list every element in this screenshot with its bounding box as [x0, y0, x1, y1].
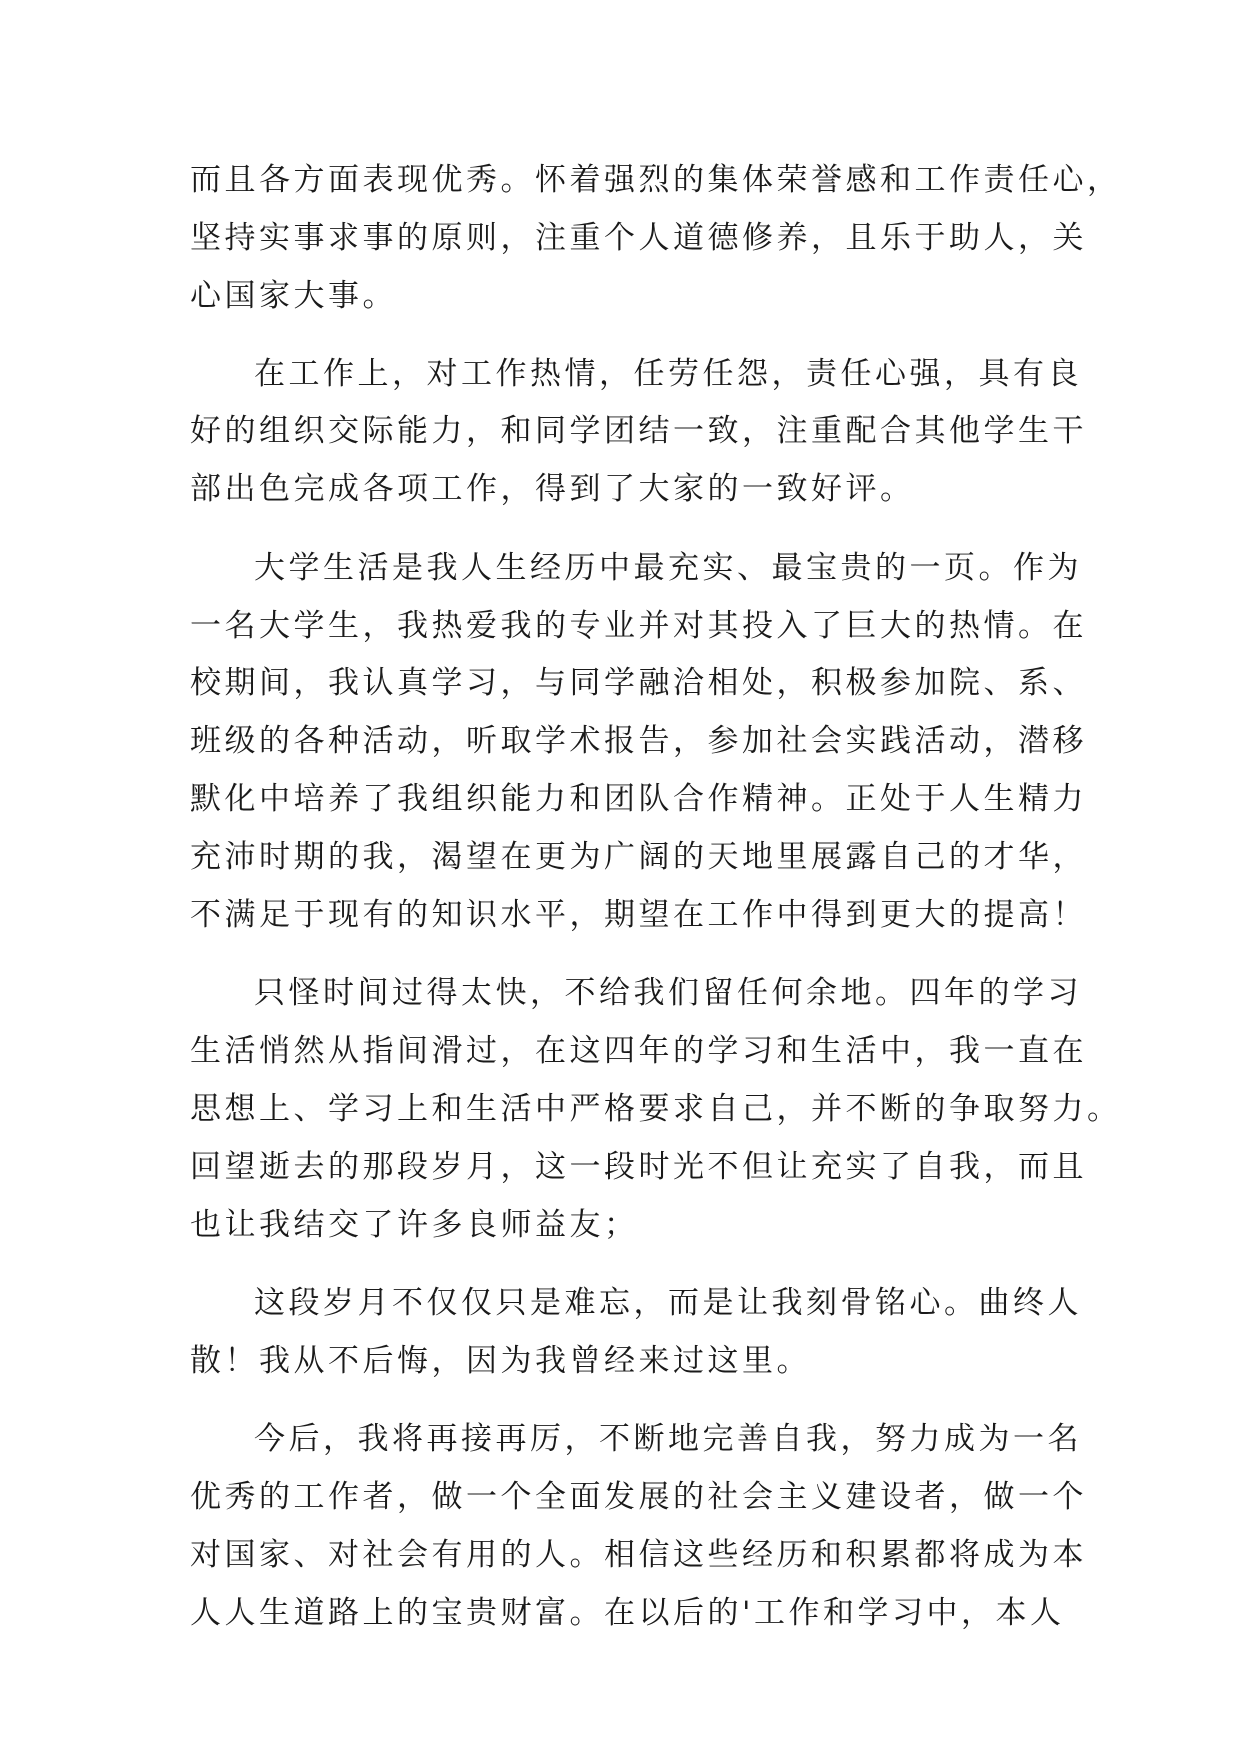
text-line: 不满足于现有的知识水平，期望在工作中得到更大的提高！ [190, 897, 1087, 933]
text-line: 大学生活是我人生经历中最充实、最宝贵的一页。作为 [254, 550, 1082, 586]
text-line: 一名大学生，我热爱我的专业并对其投入了巨大的热情。在 [190, 608, 1087, 644]
text-line: 充沛时期的我，渴望在更为广阔的天地里展露自己的才华， [190, 839, 1087, 875]
text-line: 只怪时间过得太快，不给我们留任何余地。四年的学习 [254, 975, 1082, 1011]
text-line: 部出色完成各项工作，得到了大家的一致好评。 [190, 471, 915, 507]
text-line: 回望逝去的那段岁月，这一段时光不但让充实了自我，而且 [190, 1149, 1087, 1185]
text-line: 班级的各种活动，听取学术报告，参加社会实践活动，潜移 [190, 723, 1087, 759]
text-line: 生活悄然从指间滑过，在这四年的学习和生活中，我一直在 [190, 1033, 1087, 1069]
text-line: 也让我结交了许多良师益友； [190, 1207, 639, 1243]
text-line: 而且各方面表现优秀。怀着强烈的集体荣誉感和工作责任心， [190, 162, 1122, 198]
text-line: 坚持实事求事的原则，注重个人道德修养，且乐于助人，关 [190, 220, 1087, 256]
text-line: 对国家、对社会有用的人。相信这些经历和积累都将成为本 [190, 1537, 1087, 1573]
text-line: 人人生道路上的宝贵财富。在以后的'工作和学习中，本人 [190, 1595, 1065, 1631]
text-line: 心国家大事。 [190, 278, 397, 314]
text-line: 优秀的工作者，做一个全面发展的社会主义建设者，做一个 [190, 1479, 1087, 1515]
text-line: 散！我从不后悔，因为我曾经来过这里。 [190, 1343, 811, 1379]
text-line: 这段岁月不仅仅只是难忘，而是让我刻骨铭心。曲终人 [254, 1285, 1082, 1321]
text-line: 今后，我将再接再厉，不断地完善自我，努力成为一名 [254, 1421, 1082, 1457]
text-line: 好的组织交际能力，和同学团结一致，注重配合其他学生干 [190, 413, 1087, 449]
text-line: 校期间，我认真学习，与同学融洽相处，积极参加院、系、 [190, 665, 1087, 701]
text-line: 默化中培养了我组织能力和团队合作精神。正处于人生精力 [190, 781, 1087, 817]
text-line: 思想上、学习上和生活中严格要求自己，并不断的争取努力。 [190, 1091, 1122, 1127]
text-line: 在工作上，对工作热情，任劳任怨，责任心强，具有良 [254, 356, 1082, 392]
